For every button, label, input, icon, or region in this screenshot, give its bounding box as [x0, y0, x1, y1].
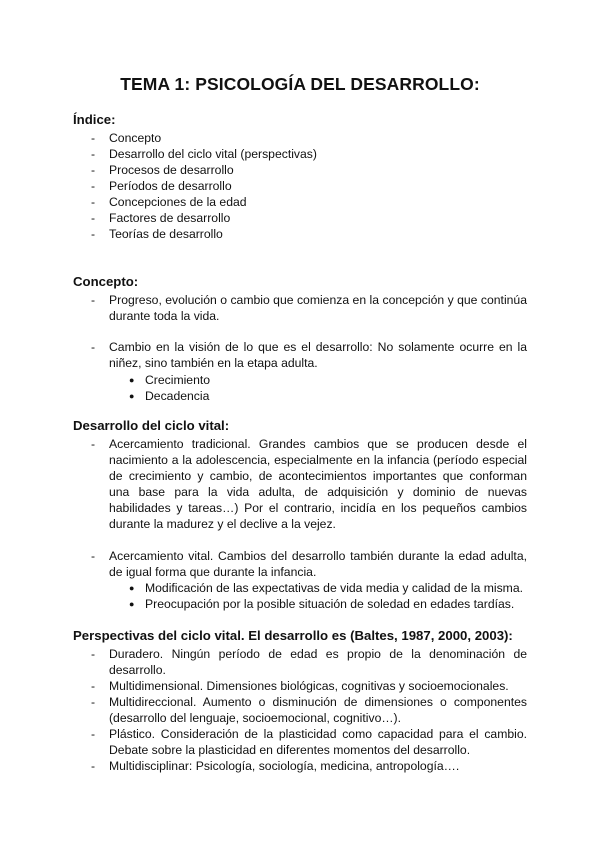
indice-item-periodos: Períodos de desarrollo: [109, 179, 232, 193]
dash-marker: -: [91, 727, 96, 741]
concepto-bullet-decadencia: Decadencia: [145, 389, 210, 403]
concepto-bullet-crecimiento: Crecimiento: [145, 373, 211, 387]
perspectivas-heading: Perspectivas del ciclo vital. El desarrollo es (Baltes, 1987, 2000, 2003):: [73, 628, 513, 643]
ciclo-vital-item-tradicional: Acercamiento tradicional. Grandes cambios que se producen desde el nacimiento a la adolescencia, especialmente en la infancia (período especial de crecimiento y cambio, de acontecimientos importantes que conforman una base para la vida adulta, de adquisición y dominio de nuevas habilidades y tareas…) Por el contrario, incidía en los pequeños cambios durante la madurez y el declive a la vejez.: [109, 437, 527, 531]
dash-marker: -: [91, 211, 96, 225]
dash-marker: -: [91, 647, 96, 661]
dash-marker: -: [91, 549, 96, 563]
indice-item-concepto: Concepto: [109, 131, 162, 145]
perspectivas-item-multidimensional: Multidimensional. Dimensiones biológicas, cognitivas y socioemocionales.: [109, 679, 509, 693]
dash-marker: -: [91, 179, 96, 193]
perspectivas-item-multidisciplinar: Multidisciplinar: Psicología, sociología, medicina, antropología….: [109, 759, 460, 773]
dash-marker: -: [91, 695, 96, 709]
dash-marker: -: [91, 195, 96, 209]
indice-item-procesos: Procesos de desarrollo: [109, 163, 234, 177]
indice-item-factores: Factores de desarrollo: [109, 211, 231, 225]
concepto-item-cambio: Cambio en la visión de lo que es el desarrollo: No solamente ocurre en la niñez, sino también en la etapa adulta.: [109, 340, 527, 370]
dash-marker: -: [91, 147, 96, 161]
perspectivas-item-multidireccional: Multidireccional. Aumento o disminución de dimensiones o componentes (desarrollo del lenguaje, socioemocional, cognitivo…).: [109, 695, 527, 725]
bullet-marker: ●: [129, 391, 135, 401]
dash-marker: -: [91, 679, 96, 693]
indice-item-desarrollo: Desarrollo del ciclo vital (perspectivas): [109, 147, 317, 161]
perspectivas-item-plastico: Plástico. Consideración de la plasticidad como capacidad para el cambio. Debate sobre la plasticidad en diferentes momentos del desarrollo.: [109, 727, 527, 757]
ciclo-vital-bullet-soledad: Preocupación por la posible situación de soledad en edades tardías.: [145, 597, 515, 611]
concepto-item-progreso: Progreso, evolución o cambio que comienza en la concepción y que continúa durante toda la vida.: [109, 293, 527, 323]
indice-item-teorias: Teorías de desarrollo: [109, 227, 223, 241]
dash-marker: -: [91, 340, 96, 354]
ciclo-vital-heading: Desarrollo del ciclo vital:: [73, 418, 230, 433]
dash-marker: -: [91, 437, 96, 451]
indice-item-concepciones: Concepciones de la edad: [109, 195, 247, 209]
dash-marker: -: [91, 131, 96, 145]
concepto-heading: Concepto:: [73, 274, 139, 289]
dash-marker: -: [91, 227, 96, 241]
dash-marker: -: [91, 293, 96, 307]
perspectivas-item-duradero: Duradero. Ningún período de edad es propio de la denominación de desarrollo.: [109, 647, 527, 677]
dash-marker: -: [91, 163, 96, 177]
ciclo-vital-item-vital: Acercamiento vital. Cambios del desarrollo también durante la edad adulta, de igual forma que durante la infancia.: [109, 549, 527, 579]
indice-heading: Índice:: [73, 112, 116, 127]
bullet-marker: ●: [129, 375, 135, 385]
bullet-marker: ●: [129, 583, 135, 593]
page-title: TEMA 1: PSICOLOGÍA DEL DESARROLLO:: [120, 74, 480, 94]
bullet-marker: ●: [129, 599, 135, 609]
dash-marker: -: [91, 759, 96, 773]
ciclo-vital-bullet-expectativas: Modificación de las expectativas de vida media y calidad de la misma.: [145, 581, 524, 595]
